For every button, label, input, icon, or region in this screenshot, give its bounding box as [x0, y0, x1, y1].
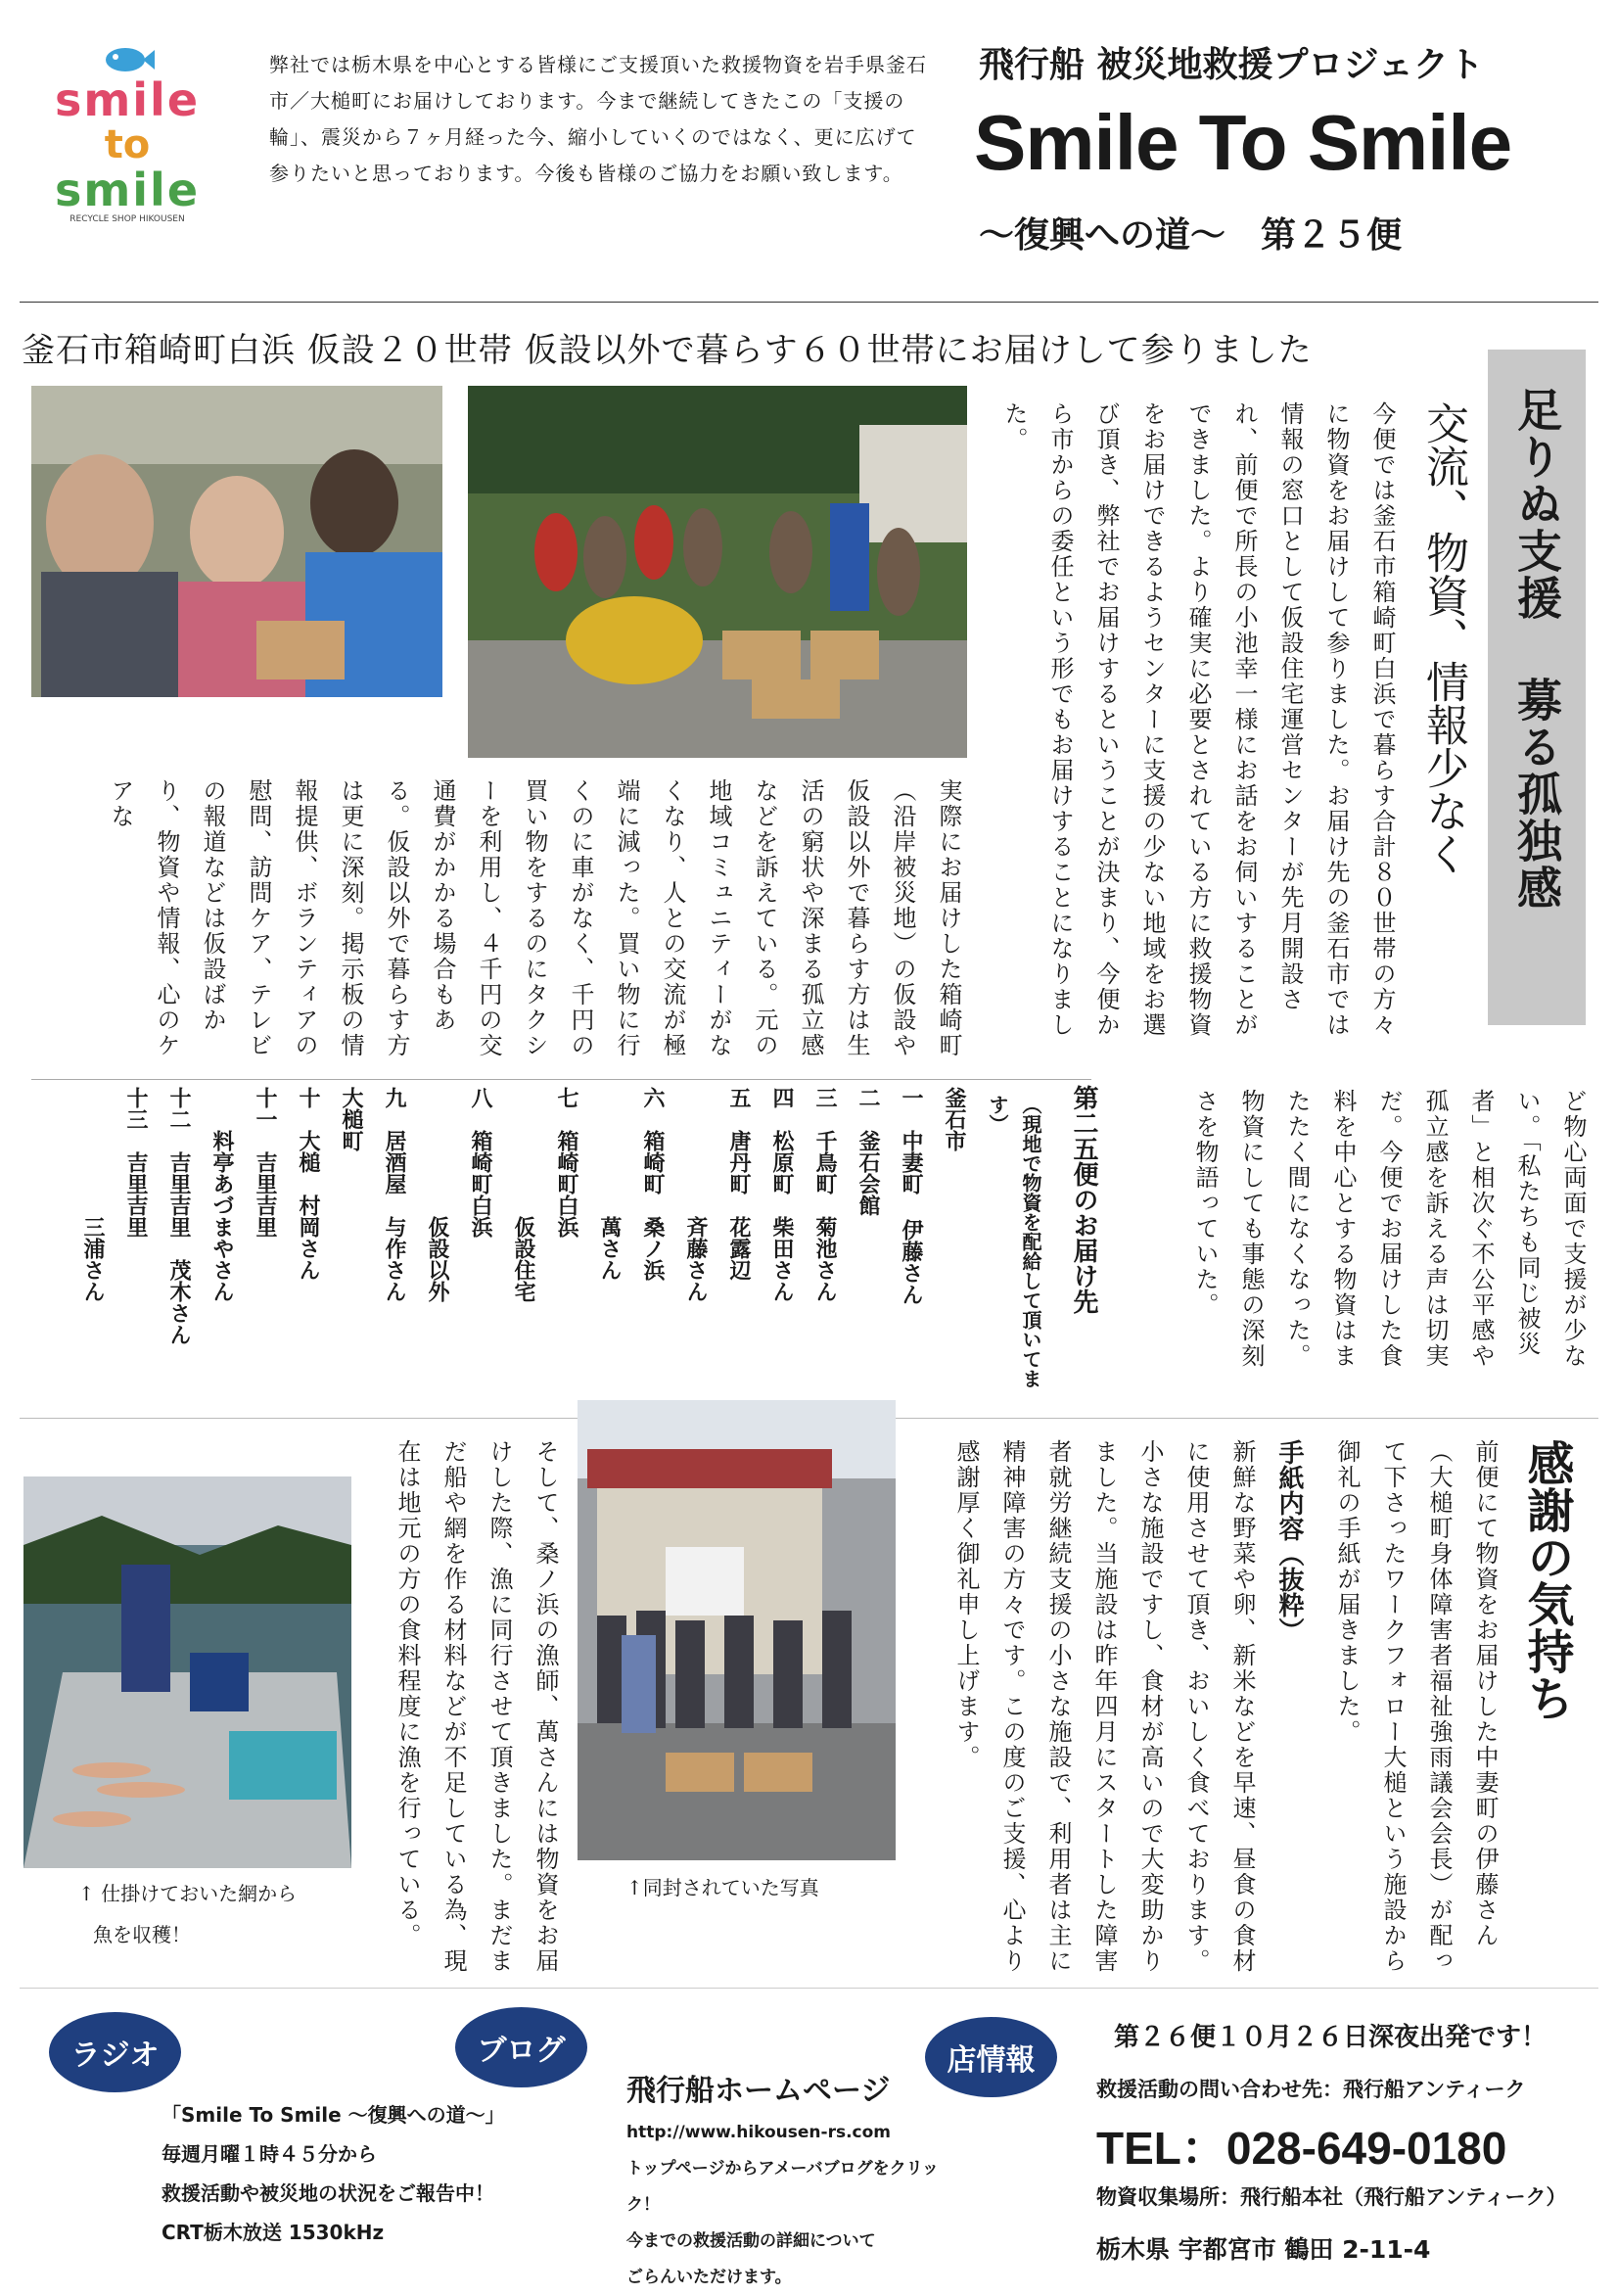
delivery-title: 第二五便のお届け先: [1069, 1085, 1098, 1314]
delivery-item: 十三 吉里吉里: [123, 1087, 148, 1238]
radio-line: CRT栃木放送 1530kHz: [162, 2221, 385, 2244]
project-name: 飛行船 被災地救援プロジェクト: [979, 45, 1484, 85]
delivery-item: 斉藤さん: [683, 1087, 708, 1302]
delivery-item: 十 大槌 村岡さん: [296, 1087, 320, 1281]
fish-icon: [98, 44, 157, 75]
homepage-line: ごらんいただけます。: [626, 2268, 792, 2287]
homepage-line: トップページからアメーバブログをクリック！: [626, 2159, 939, 2215]
homepage-url[interactable]: http://www.hikousen-rs.com: [626, 2123, 892, 2142]
banner-headline: 釜石市箱崎町白浜 仮設２０世帯 仮設以外で暮らす６０世帯にお届けして参りました: [22, 331, 1313, 370]
footer-divider: [20, 1988, 1598, 1989]
tel-number: TEL：028-649-0180: [1096, 2123, 1507, 2174]
photo-facility-group: [578, 1400, 896, 1860]
article1-headline: 交流、物資、情報少なく: [1418, 401, 1468, 875]
radio-line: 「Smile To Smile 〜復興への道〜」: [162, 2103, 505, 2127]
caption-boat-2: 魚を収穫！: [93, 1923, 191, 1946]
collect-place: 物資収集場所：飛行船本社（飛行船アンティーク）: [1096, 2185, 1567, 2209]
delivery-item: 仮設以外: [425, 1087, 449, 1302]
radio-line: 救援活動や被災地の状況をご報告中！: [162, 2181, 494, 2205]
homepage-title: 飛行船ホームページ: [626, 2074, 891, 2108]
photo-fishing-boat: [23, 1476, 351, 1868]
delivery-item: 一 中妻町 伊藤さん: [899, 1087, 923, 1305]
article1-body1: 今便では釜石市箱崎町白浜で暮らす合計８０世帯の方々に物資をお届けして参りました。お届け先の釜石市では情報の窓口として仮設住宅運営センターが先月開設され、前便で所長の小池幸一様にお話をお伺いすることができました。より確実に必要とされている方に救援物資をお届けできるようセンターに支援の少ない地域をお選び頂き、弊社でお届けするということが決まり、今便から市からの委任という形でもお届けすることになりました。: [1000, 401, 1396, 1038]
delivery-item: 仮設住宅: [511, 1087, 535, 1302]
delivery-item: 五 唐丹町 花露辺: [726, 1087, 751, 1281]
delivery-item: 十二 吉里吉里 茂木さん: [166, 1087, 191, 1345]
delivery-item: 大槌町: [339, 1087, 363, 1151]
article1-label-box: [1488, 350, 1586, 1025]
delivery-note: （現地で物資を配給して頂いてます）: [986, 1095, 1042, 1388]
article2-body3: そして、桑ノ浜の漁師、萬さんには物資をお届けした際、漁に同行させて頂きました。まだまだ船や網を作る材料などが不足している為、現在は地元の方の食料程度に漁を行っている。: [393, 1439, 559, 1974]
page-title: Smile To Smile: [974, 99, 1512, 186]
logo: [39, 44, 215, 250]
homepage-info: [626, 2115, 949, 2296]
delivery-item: 釜石市: [942, 1087, 966, 1151]
shop-badge: 店情報: [925, 2017, 1057, 2097]
radio-badge: ラジオ: [49, 2012, 181, 2092]
blog-badge: ブログ: [455, 2007, 587, 2087]
page-subtitle: 〜復興への道〜 第２５便: [979, 215, 1403, 256]
address: 栃木県 宇都宮市 鶴田 2-11-4: [1096, 2235, 1431, 2264]
logo-sub: RECYCLE SHOP HIKOUSEN: [69, 214, 185, 224]
delivery-item: 料亭あづまやさん: [209, 1087, 234, 1302]
article2-body1: 前便にて物資をお届けした中妻町の伊藤さん（大槌町身体障害者福祉強雨議会会長）が配って下さったワークフォロー大槌という施設から御礼の手紙が届きました。: [1333, 1439, 1499, 1974]
article2-headline: 感謝の気持ち: [1519, 1439, 1574, 1721]
delivery-item: 三浦さん: [80, 1087, 105, 1302]
header-divider: [20, 302, 1598, 303]
letter-title: 手紙内容（抜粋）: [1274, 1439, 1304, 1643]
delivery-item: 四 松原町 柴田さん: [769, 1087, 794, 1302]
delivery-item: 八 箱崎町白浜: [468, 1087, 492, 1238]
caption-letter-photo: ↑同封されていた写真: [626, 1876, 819, 1899]
delivery-list: [39, 1087, 969, 1410]
delivery-item: 九 居酒屋 与作さん: [382, 1087, 406, 1302]
logo-line3: smile: [54, 164, 201, 216]
logo-line1: smile: [54, 73, 201, 126]
delivery-item: 六 箱崎町 桑ノ浜: [640, 1087, 665, 1281]
article1-body3: ど物心両面で支援が少ない。「私たちも同じ被災者」と相次ぐ不公平感や孤立感を訴える声は切実だ。今便でお届けした食料を中心とする物資はまたたく間になくなった。物資にしても事態の深刻さを物語っていた。: [1191, 1089, 1587, 1369]
radio-info: [162, 2095, 582, 2252]
delivery-item: 萬さん: [597, 1087, 622, 1281]
radio-line: 毎週月曜１時４５分から: [162, 2142, 377, 2166]
article2-body2: 新鮮な野菜や卵、新米などを早速、昼食の食材に使用させて頂き、おいしく食べております。小さな施設ですし、食材が高いので大変助かりました。当施設は昨年四月にスタートした障害者就労継続支援の小さな施設で、利用者は主に精神障害の方々です。この度のご支援、心より感謝厚く御礼申し上げます。: [952, 1439, 1256, 1974]
photo-distribution-crowd: [468, 386, 967, 758]
delivery-item: 七 箱崎町白浜: [554, 1087, 578, 1238]
intro-text: 弊社では栃木県を中心とする皆様にご支援頂いた救援物資を岩手県釜石市／大槌町にお届けしております。今まで継続してきたこの「支援の輪」、震災から７ヶ月経った今、縮小していくのではなく、更に広げて参りたいと思っております。今後も皆様のご協力をお願い致します。: [269, 53, 927, 185]
delivery-item: 二 釜石会館: [855, 1087, 880, 1216]
next-departure: 第２６便１０月２６日深夜出発です！: [1114, 2023, 1548, 2052]
photo-elderly-woman: [31, 386, 442, 697]
article1-label: 足りぬ支援 募る孤独感: [1510, 387, 1563, 912]
contact-line: 救援活動の問い合わせ先：飛行船アンティーク: [1096, 2078, 1526, 2101]
delivery-item: 三 千鳥町 菊池さん: [812, 1087, 837, 1302]
article1-body2: 実際にお届けした箱崎町（沿岸被災地）の仮設や仮設以外で暮らす方は生活の窮状や深まる孤立感などを訴えている。元の地域コミュニティーがなくなり、人との交流が極端に減った。買い物に行くのに車がなく、千円の買い物をするのにタクシーを利用し、４千円の交通費がかかる場合もある。仮設以外で暮らす方は更に深刻。掲示板の情報提供、ボランティアの慰問、訪問ケア、テレビの報道などは仮設ばかり、物資や情報、心のケアな: [107, 778, 962, 1058]
caption-boat-1: ↑ 仕掛けておいた網から: [78, 1882, 298, 1905]
delivery-item: 十一 吉里吉里: [253, 1087, 277, 1238]
homepage-line: 今までの救援活動の詳細について: [626, 2231, 876, 2251]
logo-line2: to: [104, 122, 151, 167]
section-divider-1: [31, 1079, 1091, 1080]
